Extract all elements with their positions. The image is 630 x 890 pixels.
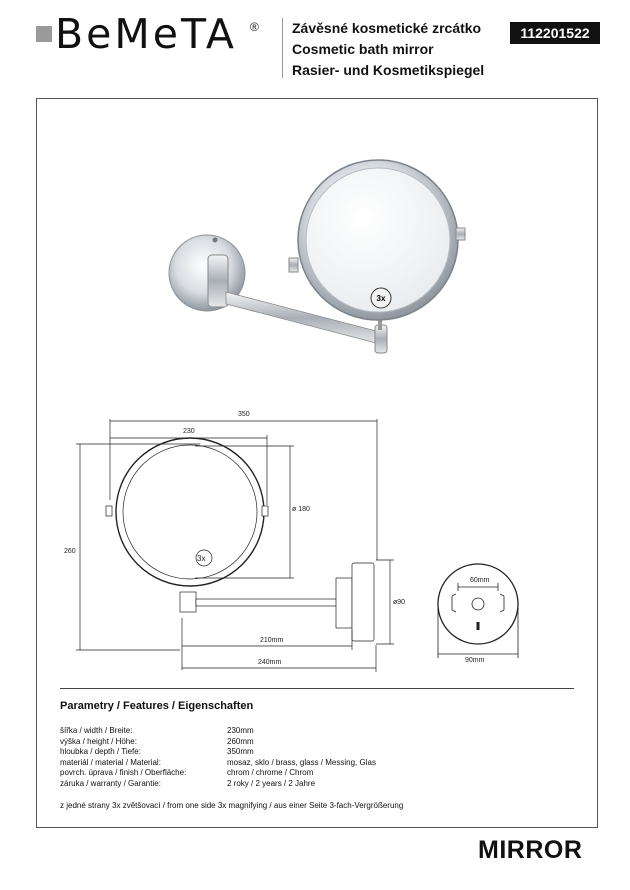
side-hinge — [336, 578, 352, 628]
registered-mark: ® — [250, 20, 259, 34]
spec-value: 230mm — [227, 726, 254, 735]
spec-value: 260mm — [227, 736, 254, 746]
side-pivot-left — [106, 506, 112, 516]
spec-value: chrom / chrome / Chrom — [227, 768, 314, 777]
spec-key: povrch. úprava / finish / Oberfläche: — [60, 768, 187, 777]
spec-key: šířka / width / Breite: — [60, 726, 133, 735]
spec-row — [60, 747, 376, 758]
params-divider — [60, 688, 574, 689]
side-wall-plate — [352, 563, 374, 641]
mirror-pivot-left — [289, 258, 298, 272]
dim-label-180: ø 180 — [292, 506, 310, 513]
dim-label-240: 240mm — [258, 659, 282, 666]
spec-row — [60, 726, 376, 737]
spec-row — [60, 758, 376, 769]
dim-label-90: ø90 — [393, 599, 406, 606]
side-badge-label: 3x — [197, 554, 206, 563]
dim-label-350: 350 — [238, 411, 250, 418]
side-mirror-inner — [123, 445, 257, 579]
params-title: Parametry / Features / Eigenschaften — [60, 700, 254, 712]
title-cz: Závěsné kosmetické zrcátko — [292, 20, 482, 36]
title-en: Cosmetic bath mirror — [292, 41, 434, 57]
mirror-pivot-right — [456, 228, 465, 240]
spec-table — [60, 726, 376, 789]
category-label: MIRROR — [478, 836, 583, 864]
dim-label-230: 230 — [183, 428, 195, 435]
hinge-block — [208, 255, 228, 307]
side-view — [76, 419, 394, 672]
dim-label-90mm: 90mm — [465, 657, 485, 664]
spec-key: záruka / warranty / Garantie: — [60, 778, 161, 788]
dim-label-210: 210mm — [260, 637, 284, 644]
magnify-badge-text: 3x — [376, 294, 386, 303]
title-de: Rasier- und Kosmetikspiegel — [292, 62, 485, 78]
spec-key: výška / height / Höhe: — [60, 736, 137, 746]
spec-value: 350mm — [227, 747, 254, 756]
spec-row — [60, 779, 376, 790]
spec-value: mosaz, sklo / brass, glass / Messing, Glas — [227, 757, 376, 767]
product-code: 112201522 — [510, 22, 600, 44]
side-arm-end — [180, 592, 196, 612]
side-pivot-right — [262, 506, 268, 516]
spec-key: materiál / material / Material: — [60, 757, 161, 767]
brand-logo: BeMeTA — [55, 10, 237, 58]
product-photo — [169, 160, 465, 353]
magnify-note: z jedné strany 3x zvětšovací / from one side 3x magnifying / aus einer Seite 3-fach-Vergrößerung — [60, 801, 404, 810]
spec-key: hloubka / depth / Tiefe: — [60, 747, 141, 756]
spec-row — [60, 737, 376, 748]
spec-value: 2 roky / 2 years / 2 Jahre — [227, 778, 316, 788]
spec-row — [60, 768, 376, 779]
plate-screw — [213, 238, 218, 243]
side-mirror-outer — [116, 438, 264, 586]
side-arm — [196, 599, 338, 606]
dim-label-60: 60mm — [470, 577, 490, 584]
dim-label-260: 260 — [64, 548, 76, 555]
